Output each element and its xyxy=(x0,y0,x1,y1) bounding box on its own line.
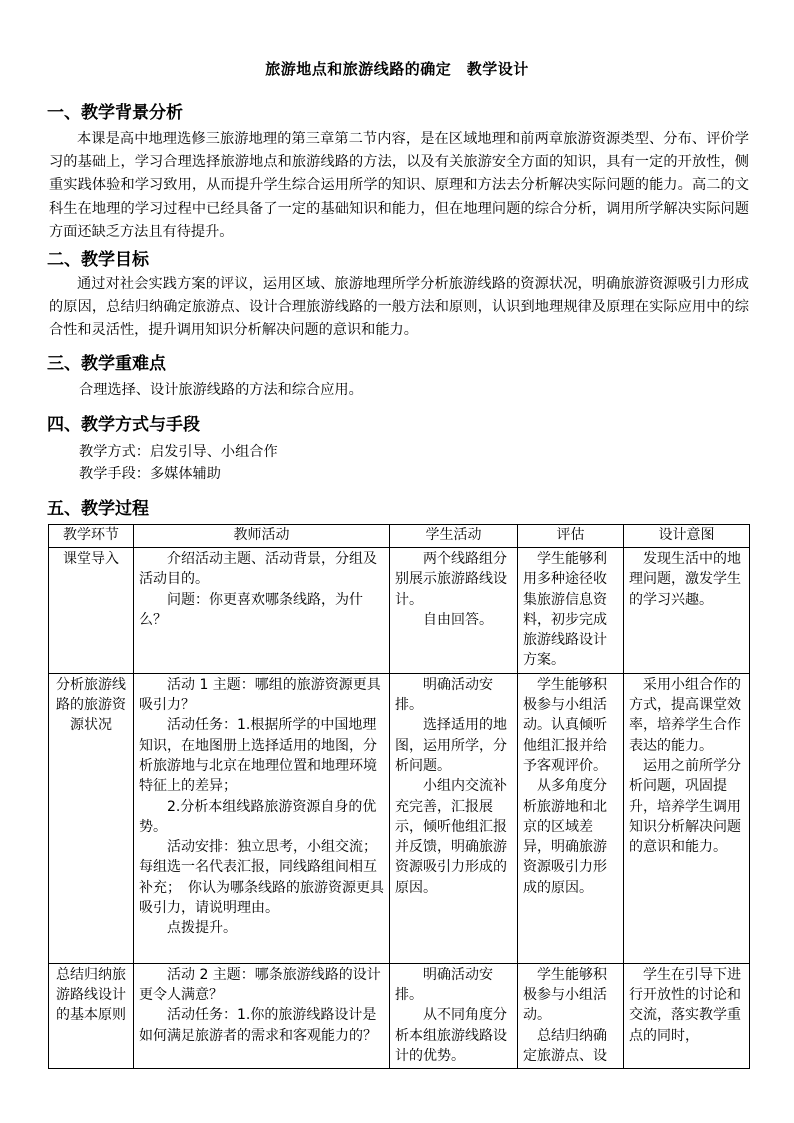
stage-cell: 课堂导入 xyxy=(49,548,134,674)
teacher-cell: 介绍活动主题、活动背景，分组及活动目的。 问题：你更喜欢哪条线路，为什么？ xyxy=(134,548,390,674)
section-4-heading: 四、教学方式与手段 xyxy=(47,415,200,435)
intent-cell: 采用小组合作的方式，提高课堂效率，培养学生合作表达的能力。 运用之前所学分析问题，巩固提升，培养学生调用知识分析解决问题的意识和能力。 xyxy=(624,673,750,963)
section-3-body: 合理选择、设计旅游线路的方法和综合应用。 xyxy=(79,382,363,398)
section-1-body: 本课是高中地理选修三旅游地理的第三章第二节内容，是在区域地理和前两章旅游资源类型、分布、评价学习的基础上，学习合理选择旅游地点和旅游线路的方法，以及有关旅游安全方面的知识，具有一定的开放性，侧重实践体验和学习致用，从而提升学生综合运用所学的知识、原理和方法去分析解决实际问题的能力。高二的文科生在地理的学习过程中已经具备了一定的基础知识和能力，但在地理问题的综合分析，调用所学解决实际问题方面还缺乏方法且有待提升。 xyxy=(49,131,749,240)
table-row xyxy=(49,673,750,963)
section-2-heading: 二、教学目标 xyxy=(47,250,149,270)
section-5-heading: 五、教学过程 xyxy=(47,499,149,519)
intent-cell: 发现生活中的地理问题，激发学生的学习兴趣。 xyxy=(624,548,750,674)
table-row xyxy=(49,548,750,674)
teaching-method-line: 教学方式：启发引导、小组合作 xyxy=(79,444,278,460)
stage-cell: 总结归纳旅游路线设计的基本原则 xyxy=(49,963,134,1068)
section-1-heading: 一、教学背景分析 xyxy=(47,103,183,123)
column-header: 教学环节 xyxy=(49,525,134,548)
document-title: 旅游地点和旅游线路的确定 教学设计 xyxy=(265,60,529,78)
eval-cell: 学生能够利用多种途径收集旅游信息资料，初步完成旅游线路设计方案。 xyxy=(518,548,624,674)
stage-cell: 分析旅游线路的旅游资源状况 xyxy=(49,673,134,963)
table-row xyxy=(49,963,750,1068)
teaching-means-line: 教学手段：多媒体辅助 xyxy=(79,466,221,482)
section-3-heading: 三、教学重难点 xyxy=(47,354,166,374)
student-cell: 明确活动安排。 选择适用的地图，运用所学，分析问题。 小组内交流补充完善，汇报展示，倾听他组汇报并反馈，明确旅游资源吸引力形成的原因。 xyxy=(390,673,518,963)
student-cell: 明确活动安排。 从不同角度分析本组旅游线路设计的优势。 xyxy=(390,963,518,1068)
column-header: 设计意图 xyxy=(624,525,750,548)
column-header: 教师活动 xyxy=(134,525,390,548)
column-header: 学生活动 xyxy=(390,525,518,548)
table-header-row xyxy=(49,525,750,548)
student-cell: 两个线路组分别展示旅游路线设计。 自由回答。 xyxy=(390,548,518,674)
eval-cell: 学生能够积极参与小组活动。认真倾听他组汇报并给予客观评价。 从多角度分析旅游地和北京的区域差异，明确旅游资源吸引力形成的原因。 xyxy=(518,673,624,963)
teaching-process-table xyxy=(48,524,750,1069)
section-2-body: 通过对社会实践方案的评议，运用区域、旅游地理所学分析旅游线路的资源状况，明确旅游资源吸引力形成的原因，总结归纳确定旅游点、设计合理旅游线路的一般方法和原则，认识到地理规律及原理在实际应用中的综合性和灵活性，提升调用知识分析解决问题的意识和能力。 xyxy=(49,276,749,339)
teacher-cell: 活动 1 主题：哪组的旅游资源更具吸引力？ 活动任务：1.根据所学的中国地理知识，在地图册上选择适用的地图，分析旅游地与北京在地理位置和地理环境特征上的差异； 2.分析本组线路旅游资源自身的优势。 活动安排：独立思考，小组交流；每组选一名代表汇报，同线路组间相互补充； 你认为哪条线路的旅游资源更具吸引力，请说明理由。 点拨提升。 xyxy=(134,673,390,963)
eval-cell: 学生能够积极参与小组活动。 总结归纳确定旅游点、设 xyxy=(518,963,624,1068)
intent-cell: 学生在引导下进行开放性的讨论和交流，落实教学重点的同时， xyxy=(624,963,750,1068)
teacher-cell: 活动 2 主题：哪条旅游线路的设计更令人满意？ 活动任务：1.你的旅游线路设计是如何满足旅游者的需求和客观能力的？ xyxy=(134,963,390,1068)
column-header: 评估 xyxy=(518,525,624,548)
